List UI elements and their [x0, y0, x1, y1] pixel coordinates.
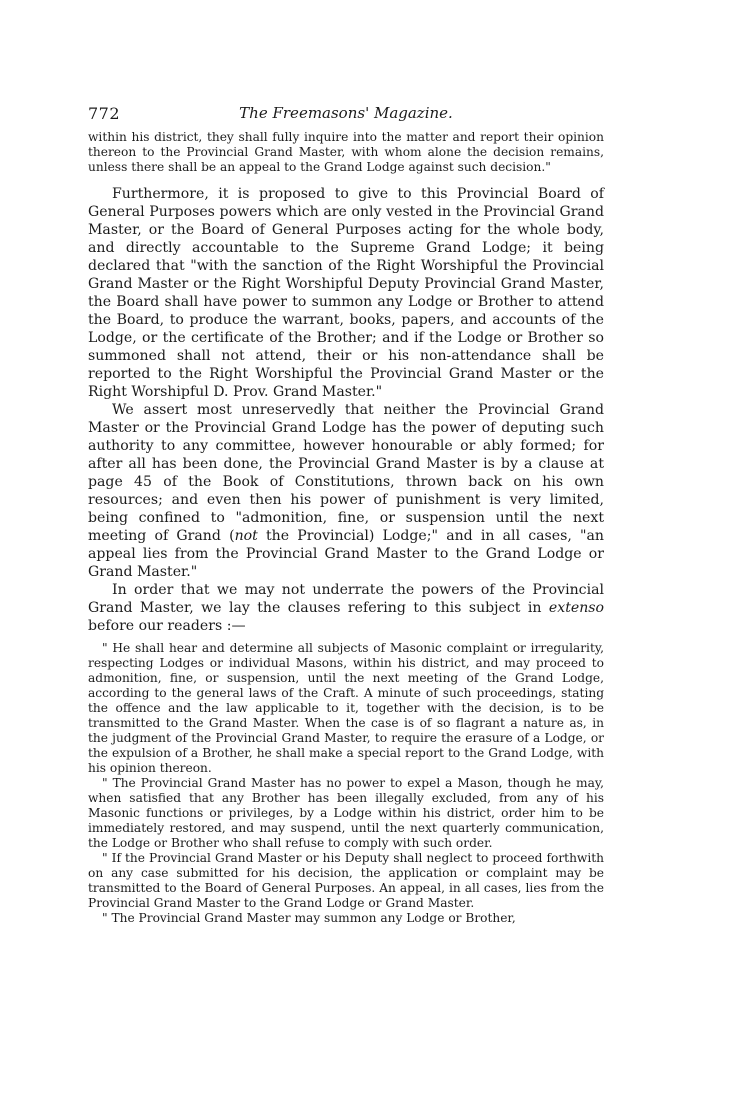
magazine-page: [88, 104, 604, 926]
quoted-clause-1: " He shall hear and determine all subjects of Masonic complaint or irregularity, respecting Lodges or individual Masons, within his district, and may proceed to admonition, fine, or suspension, until the next meeting of the Grand Lodge, according to the general laws of the Craft. A minute of such proceedings, stating the offence and the law applicable to it, together with the decision, is to be transmitted to the Grand Master. When the case is of so flagrant a nature as, in the judgment of the Provincial Grand Master, to require the erasure of a Lodge, or the expulsion of a Brother, he shall make a special report to the Grand Lodge, with his opinion thereon.: [88, 641, 604, 775]
quoted-clause-4: " The Provincial Grand Master may summon any Lodge or Brother,: [102, 911, 516, 925]
quoted-clause-3: " If the Provincial Grand Master or his Deputy shall neglect to proceed forthwith on any case submitted for his decision, the application or complaint may be transmitted to the Board of General Purposes. An appeal, in all cases, lies from the Provincial Grand Master to the Grand Lodge or Grand Master.: [88, 851, 604, 910]
paragraph-furthermore: Furthermore, it is proposed to give to this Provincial Board of General Purposes powers which are only vested in the Provincial Grand Master, or the Board of General Purposes acting for the whole body, and directly accountable to the Supreme Grand Lodge; it being declared that "with the sanction of the Right Worshipful the Provincial Grand Master or the Right Worshipful Deputy Provincial Grand Master, the Board shall have power to summon any Lodge or Brother to attend the Board, to produce the warrant, books, papers, and accounts of the Lodge, or the certificate of the Brother; and if the Lodge or Brother so summoned shall not attend, their or his non-attendance shall be reported to the Right Worshipful the Provincial Grand Master or the Right Worshipful D. Prov. Grand Master.": [88, 186, 604, 400]
page-number: 772: [88, 104, 121, 123]
paragraph-in-order-text-2: before our readers :—: [88, 618, 246, 634]
quote-continuation: within his district, they shall fully inquire into the matter and report their opinion thereon to the Provincial Grand Master, with whom alone the decision remains, unless there shall be an appeal to the Grand Lodge against such decision.": [88, 130, 604, 174]
paragraph-we-assert-text-1: We assert most unreservedly that neither the Provincial Grand Master or the Provincial Grand Lodge has the power of deputing such authority to any committee, however honourable or ably formed; for after all has been done, the Provincial Grand Master is by a clause at page 45 of the Book of Constitutions, thrown back on his own resources; and even then his power of punishment is very limited, being confined to "admonition, fine, or suspension until the next meeting of Grand (: [88, 402, 604, 544]
paragraph-we-assert-emphasis: not: [234, 528, 258, 544]
paragraph-in-order-emphasis: extenso: [548, 600, 604, 616]
paragraph-in-order-text-1: In order that we may not underrate the powers of the Provincial Grand Master, we lay the clauses refering to this subject in: [88, 582, 604, 616]
quoted-clause-2: " The Provincial Grand Master has no power to expel a Mason, though he may, when satisfied that any Brother has been illegally excluded, from any of his Masonic functions or privileges, by a Lodge within his district, order him to be immediately restored, and may suspend, until the next quarterly communication, the Lodge or Brother who shall refuse to comply with such order.: [88, 776, 604, 850]
paragraph-we-assert-text-2: the Provincial) Lodge;" and in all cases, "an appeal lies from the Provincial Grand Master to the Grand Lodge or Grand Master.": [88, 528, 604, 580]
paragraph-in-order: [88, 581, 604, 635]
journal-title: The Freemasons' Magazine.: [239, 104, 453, 122]
running-head: [88, 104, 604, 126]
paragraph-we-assert: [88, 401, 604, 581]
